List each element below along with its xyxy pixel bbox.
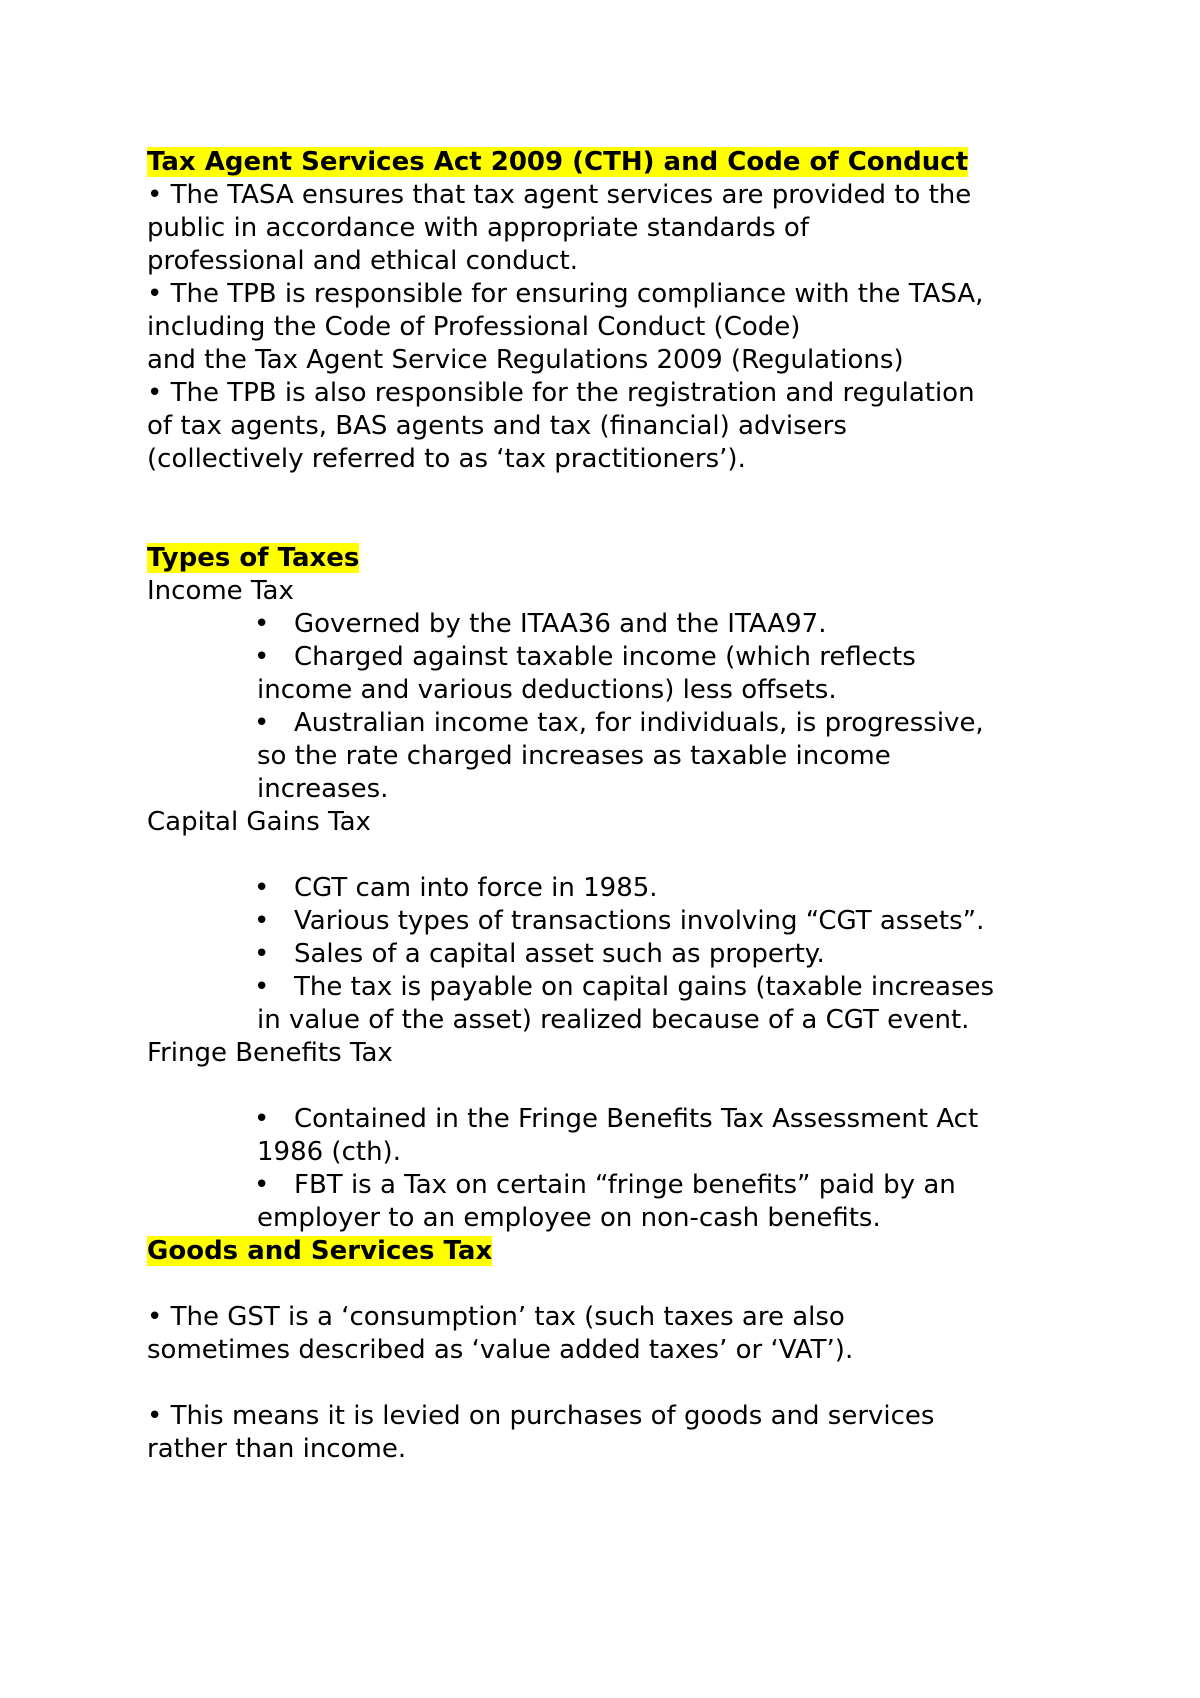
subheading-fringe-benefits-tax: Fringe Benefits Tax	[147, 1038, 393, 1068]
document-body	[147, 146, 1067, 1466]
gst-line: • The GST is a ‘consumption’ tax (such taxes are also	[147, 1302, 845, 1332]
list-item-text: FBT is a Tax on certain “fringe benefits” paid by an	[294, 1170, 956, 1200]
list-item	[147, 905, 1067, 938]
list-item-text: 1986 (cth).	[257, 1137, 401, 1167]
list-item-text: The tax is payable on capital gains (taxable increases	[294, 972, 995, 1002]
bullet-icon: •	[254, 1170, 270, 1200]
bullet-icon: •	[254, 1104, 270, 1134]
list-item-text: income and various deductions) less offsets.	[257, 675, 837, 705]
list-item	[147, 1169, 1067, 1235]
bullet-icon: •	[254, 972, 270, 1002]
gst-line: sometimes described as ‘value added taxes’ or ‘VAT’).	[147, 1335, 854, 1365]
list-item-text: Sales of a capital asset such as property.	[294, 939, 825, 969]
bullet-icon: •	[254, 873, 270, 903]
list-item	[147, 1103, 1067, 1169]
list-item-text: increases.	[257, 774, 389, 804]
tasa-line: • The TASA ensures that tax agent services are provided to the	[147, 180, 972, 210]
tasa-line: (collectively referred to as ‘tax practitioners’).	[147, 444, 746, 474]
list-item	[147, 938, 1067, 971]
tasa-line: and the Tax Agent Service Regulations 2009 (Regulations)	[147, 345, 904, 375]
bullet-icon: •	[254, 906, 270, 936]
subheading-capital-gains-tax: Capital Gains Tax	[147, 807, 371, 837]
section-heading-gst	[147, 1235, 1067, 1268]
tasa-line: public in accordance with appropriate standards of	[147, 213, 809, 243]
list-item	[147, 641, 1067, 707]
tasa-line: • The TPB is responsible for ensuring compliance with the TASA,	[147, 279, 984, 309]
bullet-icon: •	[254, 642, 270, 672]
list-item-text: Contained in the Fringe Benefits Tax Assessment Act	[294, 1104, 979, 1134]
spacer	[147, 1367, 1067, 1400]
income-tax-list	[147, 608, 1067, 806]
list-item-text: employer to an employee on non-cash benefits.	[257, 1203, 881, 1233]
bullet-icon: •	[254, 609, 270, 639]
tasa-line: professional and ethical conduct.	[147, 246, 579, 276]
list-item	[147, 872, 1067, 905]
heading-tasa: Tax Agent Services Act 2009 (CTH) and Code of Conduct	[147, 147, 969, 177]
spacer	[147, 839, 1067, 872]
list-item-text: Australian income tax, for individuals, is progressive,	[294, 708, 984, 738]
list-item	[147, 971, 1067, 1037]
heading-goods-and-services-tax: Goods and Services Tax	[147, 1236, 493, 1266]
list-item	[147, 707, 1067, 806]
list-item	[147, 608, 1067, 641]
cgt-list	[147, 872, 1067, 1037]
section-heading-types	[147, 542, 1067, 575]
list-item-text: CGT cam into force in 1985.	[294, 873, 658, 903]
list-item-text: Governed by the ITAA36 and the ITAA97.	[294, 609, 827, 639]
heading-types-of-taxes: Types of Taxes	[147, 543, 360, 573]
spacer	[147, 1070, 1067, 1103]
subheading-income-tax: Income Tax	[147, 576, 294, 606]
list-item-text: Charged against taxable income (which reflects	[294, 642, 916, 672]
gst-line: • This means it is levied on purchases of goods and services	[147, 1401, 935, 1431]
gst-line: rather than income.	[147, 1434, 407, 1464]
tasa-line: including the Code of Professional Conduct (Code)	[147, 312, 801, 342]
tasa-line: of tax agents, BAS agents and tax (financial) advisers	[147, 411, 847, 441]
section-heading-tasa	[147, 146, 1067, 179]
spacer	[147, 1268, 1067, 1301]
list-item-text: so the rate charged increases as taxable income	[257, 741, 891, 771]
fbt-list	[147, 1103, 1067, 1235]
bullet-icon: •	[254, 708, 270, 738]
tasa-line: • The TPB is also responsible for the registration and regulation	[147, 378, 975, 408]
list-item-text: Various types of transactions involving “CGT assets”.	[294, 906, 985, 936]
spacer	[147, 476, 1067, 542]
list-item-text: in value of the asset) realized because of a CGT event.	[257, 1005, 970, 1035]
bullet-icon: •	[254, 939, 270, 969]
